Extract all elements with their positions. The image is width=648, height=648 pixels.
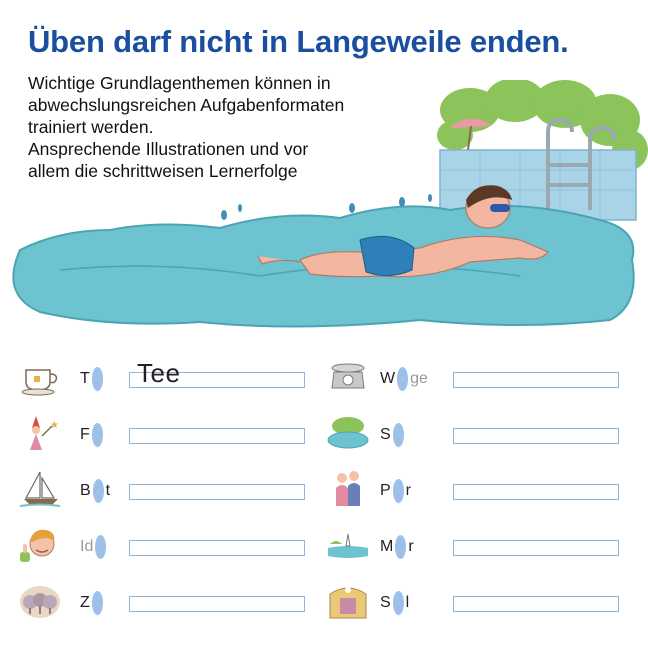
vowel-gap: [95, 535, 106, 559]
intro-line: trainiert werden.: [28, 117, 154, 137]
exercise-column-right: [322, 352, 642, 632]
elephants-icon: [18, 580, 62, 620]
intro-line: Ansprechende Illustrationen und vor: [28, 139, 309, 159]
word-start: Z: [80, 594, 90, 611]
answer-line[interactable]: [453, 540, 619, 556]
word-prompt: [380, 364, 450, 394]
exercise-row: [322, 352, 642, 408]
exercise-row: [322, 408, 642, 464]
answer-line[interactable]: [129, 596, 305, 612]
answer-line[interactable]: [453, 428, 619, 444]
vowel-gap: [393, 423, 404, 447]
answer-line[interactable]: [129, 484, 305, 500]
vowel-gap: [93, 479, 104, 503]
exercise-row: [322, 576, 642, 632]
word-start: Id: [80, 538, 94, 555]
exercise-row: [14, 464, 334, 520]
vowel-gap: [92, 367, 103, 391]
word-start: W: [380, 370, 396, 387]
vowel-gap: [395, 535, 406, 559]
child-thumbs-up-icon: [18, 524, 62, 564]
intro-line: allem die schrittweisen Lernerfolge: [28, 161, 298, 181]
word-prompt: [380, 476, 450, 506]
exercise-row: [14, 352, 334, 408]
word-prompt: [80, 420, 130, 450]
intro-line: abwechslungsreichen Aufgabenformaten: [28, 95, 345, 115]
exercise-row: [322, 464, 642, 520]
teacup-icon: [18, 356, 62, 396]
word-start: S: [380, 426, 391, 443]
answer-text: Tee: [137, 358, 181, 388]
word-prompt: [80, 588, 130, 618]
scale-icon: [326, 356, 370, 396]
word-prompt: [80, 532, 130, 562]
word-start: T: [80, 370, 90, 387]
exercise-row: [322, 520, 642, 576]
answer-line[interactable]: [453, 372, 619, 388]
page-title: Üben darf nicht in Langeweile enden.: [28, 24, 569, 59]
word-prompt: [380, 532, 450, 562]
word-end: r: [408, 538, 414, 555]
couple-icon: [326, 468, 370, 508]
exercise-row: [14, 408, 334, 464]
vowel-gap: [393, 479, 404, 503]
svg-text:★: ★: [50, 420, 59, 431]
vowel-gap: [397, 367, 408, 391]
word-prompt: [80, 476, 130, 506]
sea-icon: [326, 524, 370, 564]
swimmer-in-pool-icon: [0, 80, 648, 340]
word-start: S: [380, 594, 391, 611]
word-start: P: [380, 482, 391, 499]
intro-line: Wichtige Grundlagenthemen können in: [28, 73, 331, 93]
fairy-icon: [18, 412, 62, 452]
word-end: ge: [410, 370, 428, 387]
word-start: B: [80, 482, 91, 499]
answer-line[interactable]: [129, 540, 305, 556]
answer-line[interactable]: [453, 596, 619, 612]
vowel-gap: [92, 591, 103, 615]
word-prompt: [80, 364, 130, 394]
word-prompt: [380, 420, 450, 450]
sailboat-icon: [18, 468, 62, 508]
vowel-gap: [92, 423, 103, 447]
word-prompt: [380, 588, 450, 618]
answer-line[interactable]: [453, 484, 619, 500]
exercise-row: [14, 520, 334, 576]
exercise-column-left: [14, 352, 334, 632]
word-end: r: [405, 482, 411, 499]
word-end: t: [105, 482, 111, 499]
word-start: M: [380, 538, 394, 555]
vowel-gap: [393, 591, 404, 615]
hall-icon: [326, 580, 370, 620]
word-end: l: [405, 594, 410, 611]
lake-icon: [326, 412, 370, 452]
word-start: F: [80, 426, 90, 443]
exercise-row: [14, 576, 334, 632]
answer-line[interactable]: [129, 428, 305, 444]
